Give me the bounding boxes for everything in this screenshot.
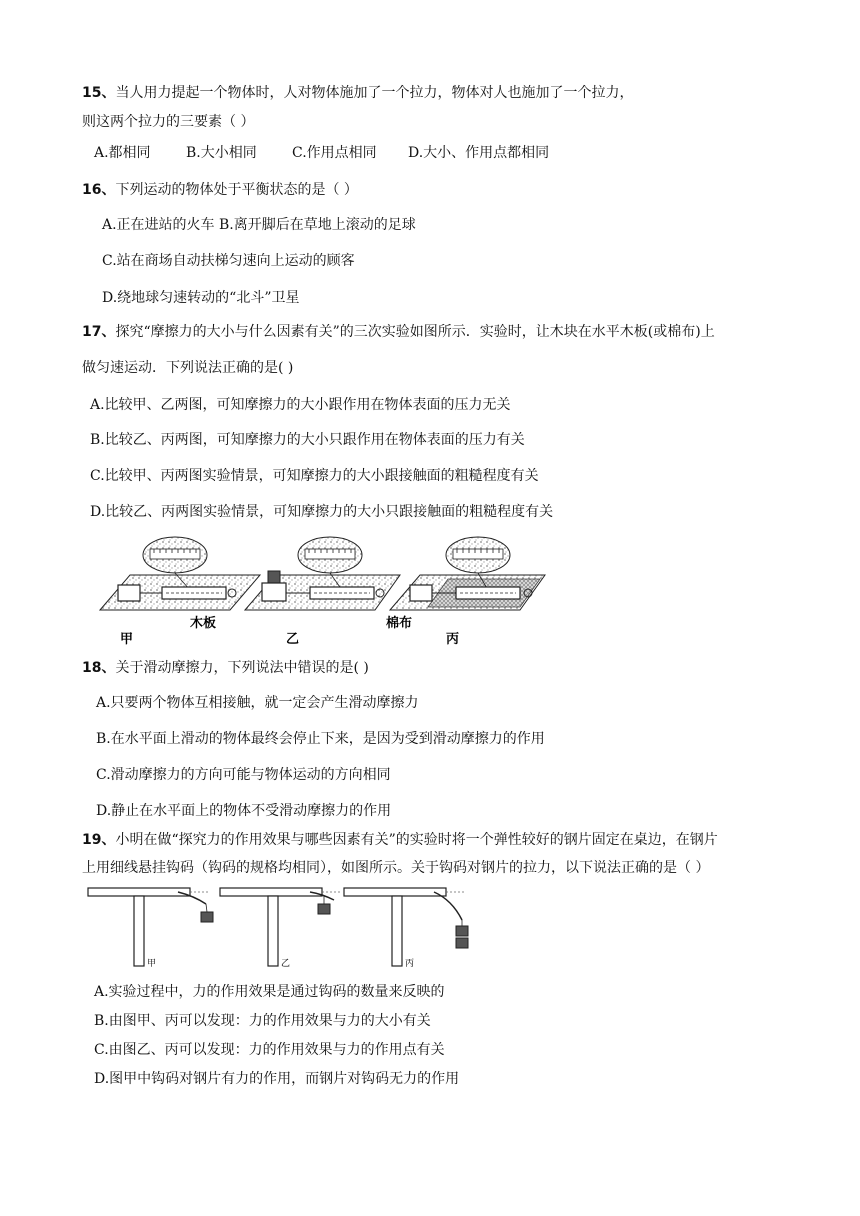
q17-number: 17、	[82, 324, 116, 340]
q17-label-bing: 丙	[446, 632, 460, 647]
q17-option-b[interactable]: B.比较乙、丙两图，可知摩擦力的大小只跟作用在物体表面的压力有关	[90, 432, 525, 448]
q16-stem: 16、下列运动的物体处于平衡状态的是（ ）	[82, 182, 358, 198]
q17-panel-bing	[386, 537, 545, 647]
q19-panel-jia	[88, 888, 213, 969]
q18-option-a[interactable]: A.只要两个物体互相接触，就一定会产生滑动摩擦力	[96, 695, 419, 711]
q19-steel-strip-figure	[86, 886, 476, 974]
q18-stem: 18、关于滑动摩擦力，下列说法中错误的是( )	[82, 660, 369, 676]
q18-option-d[interactable]: D.静止在水平面上的物体不受滑动摩擦力的作用	[96, 803, 392, 819]
q19-option-a[interactable]: A.实验过程中，力的作用效果是通过钩码的数量来反映的	[94, 984, 445, 1000]
q19-panel-yi	[220, 888, 342, 969]
q17-stem-line1: 17、探究“摩擦力的大小与什么因素有关”的三次实验如图所示．实验时，让木块在水平木板(或棉布)上	[82, 324, 715, 340]
q16-option-b[interactable]: B.离开脚后在草地上滚动的足球	[219, 217, 416, 233]
q19-jia-steel-strip	[178, 892, 206, 904]
q18-option-b[interactable]: B.在水平面上滑动的物体最终会停止下来，是因为受到滑动摩擦力的作用	[96, 731, 545, 747]
q16-number: 16、	[82, 182, 116, 198]
q17-panel-jia	[100, 537, 260, 647]
q17-option-c[interactable]: C.比较甲、丙两图实验情景，可知摩擦力的大小跟接触面的粗糙程度有关	[90, 468, 539, 484]
q19-option-d[interactable]: D.图甲中钩码对钢片有力的作用，而钢片对钩码无力的作用	[94, 1071, 460, 1087]
q15-stem-line2: 则这两个拉力的三要素（ ）	[82, 114, 255, 130]
q19-jia-hook-weight	[201, 912, 213, 922]
q15-option-a[interactable]: A.都相同	[94, 145, 151, 161]
q15-number: 15、	[82, 85, 116, 101]
q17-yi-weight	[268, 571, 280, 583]
q16-options-ab	[102, 215, 416, 235]
q17-label-jia: 甲	[120, 632, 134, 647]
q19-bing-hook-weight-1	[456, 926, 468, 936]
q15-option-c[interactable]: C.作用点相同	[292, 145, 377, 161]
q19-label-bing: 丙	[405, 959, 415, 969]
q15-option-b[interactable]: B.大小相同	[186, 145, 257, 161]
q19-label-yi: 乙	[281, 959, 291, 969]
q17-label-yi: 乙	[286, 632, 300, 647]
q18-number: 18、	[82, 660, 116, 676]
q17-panel-yi	[245, 537, 400, 647]
q17-option-a[interactable]: A.比较甲、乙两图，可知摩擦力的大小跟作用在物体表面的压力无关	[90, 397, 511, 413]
q19-number: 19、	[82, 832, 116, 848]
q18-option-c[interactable]: C.滑动摩擦力的方向可能与物体运动的方向相同	[96, 767, 391, 783]
q19-bing-hook-weight-2	[456, 938, 468, 948]
q16-option-c[interactable]: C.站在商场自动扶梯匀速向上运动的顾客	[102, 253, 355, 269]
q19-panel-bing	[344, 888, 468, 969]
q17-yi-wood-block	[262, 583, 286, 601]
q19-option-b[interactable]: B.由图甲、丙可以发现：力的作用效果与力的大小有关	[94, 1013, 431, 1029]
q19-stem-line1: 19、小明在做“探究力的作用效果与哪些因素有关”的实验时将一个弹性较好的钢片固定在桌边，在钢片	[82, 832, 718, 848]
q17-friction-figure	[90, 535, 550, 653]
q19-yi-hook-weight	[318, 904, 330, 914]
q19-stem-line2: 上用细线悬挂钩码（钩码的规格均相同），如图所示。关于钩码对钢片的拉力，以下说法正确的是（ ）	[82, 860, 710, 876]
q17-bing-wood-block	[410, 585, 432, 601]
q17-label-muban: 木板	[190, 616, 217, 631]
q17-label-mianbu: 棉布	[386, 616, 413, 631]
q15-option-d[interactable]: D.大小、作用点都相同	[408, 145, 550, 161]
q19-option-c[interactable]: C.由图乙、丙可以发现：力的作用效果与力的作用点有关	[94, 1042, 445, 1058]
q16-option-d[interactable]: D.绕地球匀速转动的“北斗”卫星	[102, 290, 300, 306]
q19-label-jia: 甲	[147, 959, 157, 969]
q17-stem-line2: 做匀速运动．下列说法正确的是( )	[82, 360, 294, 376]
q16-option-a[interactable]: A.正在进站的火车	[102, 217, 215, 233]
q15-stem-line1: 15、当人用力提起一个物体时，人对物体施加了一个拉力，物体对人也施加了一个拉力，	[82, 85, 634, 101]
q15-options	[94, 143, 549, 163]
q17-option-d[interactable]: D.比较乙、丙两图实验情景，可知摩擦力的大小只跟接触面的粗糙程度有关	[90, 504, 554, 520]
q17-jia-wood-block	[118, 585, 140, 601]
